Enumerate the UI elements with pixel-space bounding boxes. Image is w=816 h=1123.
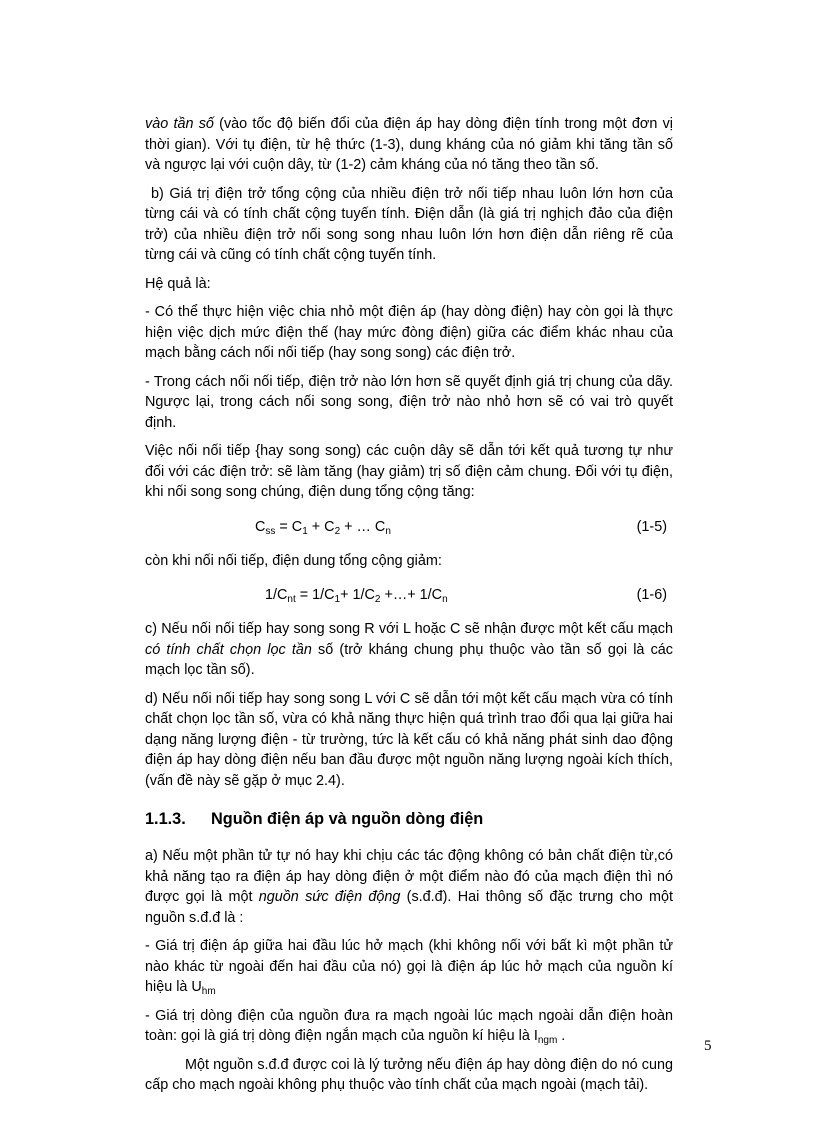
equation-formula: $1/C_{nt} = 1/C_1+ 1/C_2$ +…+ $1/C_n$ bbox=[265, 587, 448, 605]
paragraph-current: - Giá trị dòng điện của nguồn đưa ra mạch ngoài lúc mạch ngoài dẫn điện hoàn toàn: gọi là giá trị dòng điện ngắn mạch của nguồn kí hiệu là $I_{ngm}$ . bbox=[145, 1007, 673, 1046]
equation-1-5 bbox=[145, 517, 673, 537]
section-number: 1.1.3. bbox=[145, 810, 186, 828]
paragraph-frequency bbox=[145, 114, 673, 176]
equation-1-6 bbox=[145, 585, 673, 605]
paragraph-series: còn khi nối nối tiếp, điện dung tổng cộng giảm: bbox=[145, 552, 442, 569]
equation-number: (1-6) bbox=[636, 587, 667, 603]
paragraph-voltage: - Giá trị điện áp giữa hai đầu lúc hở mạch (khi không nối với bất kì một phần tử nào khác từ ngoài đến hai đầu của nó) gọi là điện áp lúc hở mạch của nguồn kí hiệu là $U_{hm}$ bbox=[145, 938, 673, 997]
paragraph-c: c) Nếu nối nối tiếp hay song song R với L hoặc C sẽ nhận được một kết cấu mạch có tính chất chọn lọc tần số (trở kháng chung phụ thuộc vào tần số gọi là các mạch lọc tần số). bbox=[145, 621, 673, 678]
page-body bbox=[145, 114, 673, 1104]
page-number: 5 bbox=[704, 1038, 712, 1054]
equation-number: (1-5) bbox=[636, 518, 667, 535]
section-title: Nguồn điện áp và nguồn dòng điện bbox=[211, 810, 484, 828]
paragraph-b: b) Giá trị điện trở tổng cộng của nhiều điện trở nối tiếp nhau luôn lớn hơn của từng cái và có tính chất cộng tuyến tính. Điện dẫn (là giá trị nghịch đảo của điện trở) của nhiều điện trở nối song song nhau luôn lớn hơn điện dẫn riêng rẽ của từng cái và cũng có tính chất cộng tuyến tính. bbox=[145, 185, 673, 263]
paragraph-ideal-source: Một nguồn s.đ.đ được coi là lý tưởng nếu điện áp hay dòng điện do nó cung cấp cho mạch ngoài không phụ thuộc vào tính chất của mạch ngoài (mạch tải). bbox=[145, 1056, 673, 1093]
equation-formula: $C_{ss} = C_1 + C_2$ + … $C_n$ bbox=[255, 518, 391, 537]
section-heading bbox=[145, 808, 673, 830]
italic-term: vào tần số bbox=[145, 116, 214, 132]
paragraph-bullet-2: - Trong cách nối nối tiếp, điện trở nào lớn hơn sẽ quyết định giá trị chung của dãy. Ngược lại, trong cách nối song song, điện trở nào nhỏ hơn sẽ có vai trò quyết định. bbox=[145, 373, 673, 431]
paragraph-inductor: Việc nối nối tiếp {hay song song) các cuộn dây sẽ dẫn tới kết quả tương tự như đối với các điện trở: sẽ làm tăng (hay giảm) trị số điện cảm chung. Đối với tụ điện, khi nối song song chúng, điện dung tổng cộng tăng: bbox=[145, 443, 673, 500]
paragraph-bullet-1: - Có thể thực hiện việc chia nhỏ một điện áp (hay dòng điện) hay còn gọi là thực hiện việc dịch mức điện thế (hay mức đòng điện) giữa các điểm khác nhau của mạch bằng cách nối nối tiếp (hay song song) các điện trở. bbox=[145, 304, 673, 361]
paragraph-a: a) Nếu một phần tử tự nó hay khi chịu các tác động không có bản chất điện từ,có khả năng tạo ra điện áp hay dòng điện ở một điểm nào đó của mạch điện thì nó được gọi là một nguồn sức điện động (s.đ.đ). Hai thông số đặc trưng cho một nguồn s.đ.đ là : bbox=[145, 848, 674, 926]
italic-term: nguồn sức điện động bbox=[258, 889, 401, 905]
paragraph-text: (vào tốc độ biến đổi của điện áp hay dòng điện tính trong một đơn vị thời gian). Với tụ điện, từ hệ thức (1-3), dung kháng của nó giảm khi tăng tần số và ngược lại với cuộn dây, từ (1-2) cảm kháng của nó tăng theo tần số. bbox=[145, 116, 673, 173]
italic-term: có tính chất chọn lọc tần bbox=[145, 641, 312, 658]
paragraph-consequence: Hệ quả là: bbox=[145, 275, 211, 292]
paragraph-d: d) Nếu nối nối tiếp hay song song L với C sẽ dẫn tới một kết cấu mạch vừa có tính chất chọn lọc tần số, vừa có khả năng thực hiện quá trình trao đổi qua lại giữa hai dạng năng lượng điện - từ trường, tức là kết cấu có khả năng phát sinh dao động điện áp hay dòng điện nếu ban đầu được một nguồn năng lượng ngoài kích thích, (vấn đề này sẽ gặp ở mục 2.4). bbox=[145, 690, 673, 789]
